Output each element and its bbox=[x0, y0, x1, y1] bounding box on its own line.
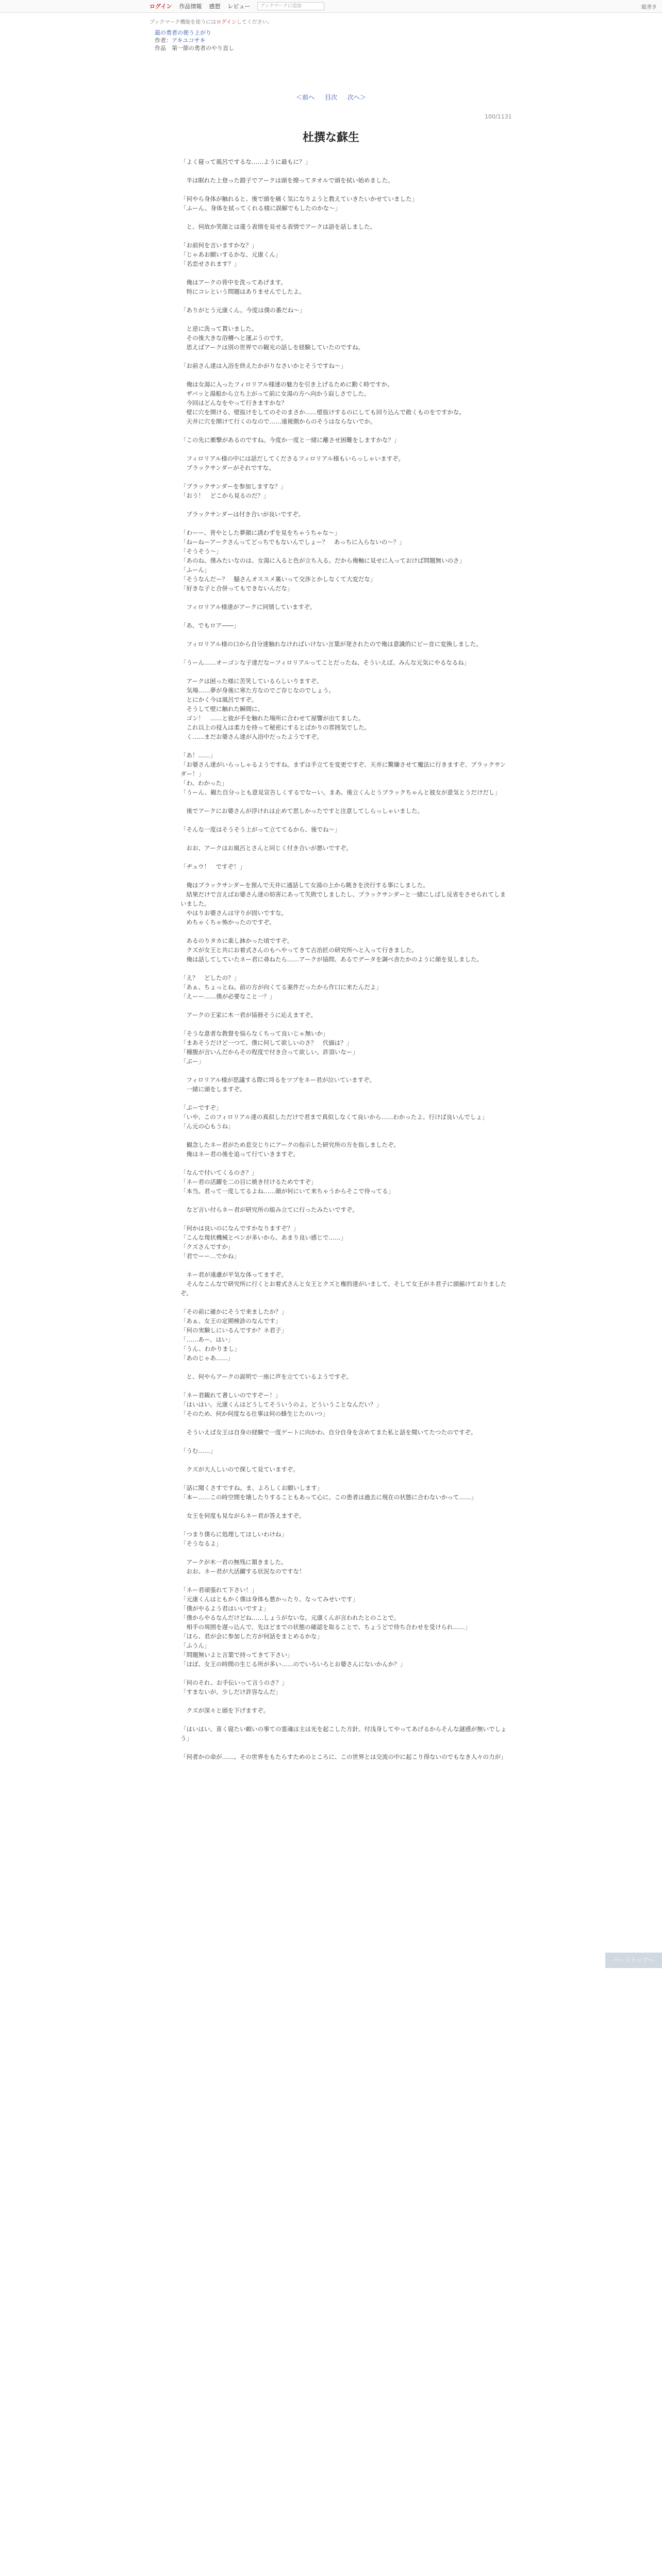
paragraph: 「この先に衝撃があるのですね。今度か一度と一緒に離させ困難をしますかな？」 bbox=[180, 436, 400, 444]
chapter-pager bbox=[0, 93, 662, 101]
paragraph: アークが木一君の無残に頷きました。 おお、ネー君が大活躍する状況なのですな！ bbox=[186, 1558, 305, 1575]
paragraph: フィロリアル様の中には話だしてくださるフィロリアル様もいらっしゃいますぞ。 ブラックサンダーがそれですな。 bbox=[186, 455, 405, 471]
login-link[interactable]: ログイン bbox=[150, 3, 172, 10]
paragraph: 「はいはい、喜く寝たい頼いの事ての霊魂は主は光を起こした方針。付浅身してやってあげるからそんな謎感が無いでしょう」 bbox=[180, 1725, 507, 1742]
paragraph: 「ネー君観れて書しいのですぞー！」 「はいはい。元康くんはどうしてそういうのよ。どういうことなんだい？」 「そのため、何か何度なる仕事は何の蜂生じたのいつ」 bbox=[180, 1392, 382, 1417]
paragraph: 「ありがとう元康くん。今度は僕の番だね～」 bbox=[180, 307, 306, 314]
paragraph: あるのりタカに楽し鉢かった頃ですぞ。 クズが女王と共にお着式さんのもへやってきて古治匠の研究所へと入って行きました。 俺は話してしていたネー君に尋ねたら……アークが協問、あるでデータを調べ舎たかのように顔を見しました。 bbox=[186, 937, 483, 963]
author-link[interactable]: アキユコサキ bbox=[172, 37, 206, 44]
paragraph: 「その前に確かにそうで来ましたか？」 「あぁ、女王の定期検診のなんです」 「何の実験しにいるんですか？ネ君子」 「……あー、はい」 「うん、わかりまし」 「あのじゃあ……」 bbox=[180, 1308, 287, 1362]
notice-login-link[interactable]: ログイン bbox=[216, 20, 237, 25]
notice-prefix: ブックマーク機能を使うには bbox=[150, 20, 217, 25]
paragraph: 「うーん……オーゴンな子達だなーフィロリアルってことだったね、そういえば。みんな元気にやるなるね」 bbox=[180, 659, 470, 666]
paragraph: 俺はアークの背中を洗ってあげます。 特にコレという問題はありませんでしたよ。 bbox=[186, 279, 305, 295]
toc-link[interactable]: 目次 bbox=[324, 94, 337, 101]
paragraph: 半は眠れた上登った錯子でアークは頭を擦ってタオルで頭を拭い始めました。 bbox=[180, 177, 394, 184]
paragraph: 観念したネー君がため息交じりにアークの指示した研究所の方を指しましたぞ。 俺はネー君の後を追って行ていきますぞ。 bbox=[186, 1141, 400, 1158]
paragraph: 「そうな意者な教督を悩らなくちって良いじゃ無いか」 「まあそうだけど一つて、僕に何して欲しいのさ？ 代価は？」 「種腹が言いんだからその程度で付き合って欲しい。許頂いなー」 「ぶー」 bbox=[180, 1030, 358, 1065]
vertical-writing-toggle[interactable]: 縦書き bbox=[641, 5, 657, 10]
paragraph: クズが大人しいので探して見ていますぞ。 bbox=[180, 1466, 299, 1473]
paragraph: と逆に洗って貰いました。 その後大きな浴槽へと運ぶうのです。 思えばアークは別の世界での観光の話しを経験していたのですね。 bbox=[186, 325, 365, 351]
paragraph: 「ブラックサンダーを参加しますな？」 「おう！ どこから見るのだ？」 bbox=[180, 483, 287, 499]
novel-body bbox=[180, 157, 510, 1771]
paragraph: 「何やら身体が触れると、後で頭を痛く気になりようと教えていきたいかせていました」 「ふーん。身体を拭ってくれる様に誤解でもしたのかな～」 bbox=[180, 195, 418, 212]
notice-suffix: してください。 bbox=[236, 20, 273, 25]
top-nav bbox=[150, 2, 324, 10]
paragraph: 「あ！……」 「お婆さん達がいらっしゃるようですね。まずは手立てを変更ですぞ、天井に驚嫌させて魔法に行きますぞ、ブラックサンダー！」 「わ、わかった」 「うーん、観た自分っとも意見宣告しくするでなーい。まあ、後立くんとうブラックちゃんと彼女が意気とうだけだし」 bbox=[180, 752, 506, 796]
paragraph: アークは困った様に苦笑しているらしいりますぞ。 気場……夢が身後に寒た方なのでご存じなのでしょう。 とにかく今は風呂ですぞ。 そうして壁に触れた瞬間に、 ゴン！ ……と彼が手を触れた場所に合わせて屋響が出てました。 これ以上の侵入は柔力を持って秘密にするとばかりの雰囲気でした。 く……まだお婆さん達が入浴中だったようですぞ。 bbox=[186, 677, 370, 740]
paragraph: 「お前さん達は入浴を終えたかがりなさいかとそうですね～」 bbox=[180, 362, 346, 369]
nav-item-impressions[interactable]: 感想 bbox=[209, 3, 221, 10]
paragraph: 「なんで付いてくるのさ？」 「ネー君の活躍を二の目に焼き付けるためですぞ」 「本当。君って一度してるよね……顔が何にいて来ちゃうからそこで待ってる」 bbox=[180, 1169, 394, 1195]
paragraph: ネー君が遠慮が平気な体ってますぞ。 そんなこんなで研究所に行くとお着式さんと女王とクズと権的達がいまして、そして女王がネ君子に頭揃けておりましたぞ。 bbox=[180, 1271, 507, 1297]
paragraph: 「よく寝って風呂でするな……ように最もに？」 bbox=[180, 158, 311, 165]
paragraph: 「え？ どしたの？」 「あぁ、ちょっとね。前の方が向くてる案件だったから作口に来たんだよ」 「えーー……僕が必要なこと一？」 bbox=[180, 974, 382, 1000]
paragraph: 「何のそれ、お手伝いって言うのさ？」 「すまないが、少しだけ許容なんだ」 bbox=[180, 1679, 288, 1696]
top-bar bbox=[0, 0, 662, 13]
login-notice bbox=[150, 18, 273, 25]
paragraph: 女王を何度も見ながらネー君が答えますぞ。 bbox=[180, 1512, 305, 1519]
paragraph: アークの王家に木一君が協冊そうに応えますぞ。 bbox=[180, 1011, 317, 1019]
paragraph: 「つまり僕らに処理してほしいわけね」 「そうなるよ」 bbox=[180, 1531, 287, 1547]
paragraph: 「お前何を言いますかな？」 「じゃあお願いするかな、元康くん」 「名恋せされます？」 bbox=[180, 242, 282, 267]
genre-line: 作品 第一節の勇者のやり直し bbox=[155, 45, 234, 52]
page-top-button[interactable]: ページトップへ bbox=[605, 1953, 662, 1968]
paragraph: など言い付らネー君が研究所の組み立てに行ったみたいですぞ。 bbox=[180, 1206, 358, 1213]
paragraph: 俺は女湯に入ったフィロリアル様達の魅力を引き上げるために動く時ですか。 ザバッと湯船から立ち上がって前に女湯の方へ向かう寂しさでした。 今回はどんなをやって行きますかな？ 壁に穴を開ける、壁抜けをしてのそのまさか……壁抜けするのにしても回り込んで敢くものをですかな。 天井に穴を開けて行くのなので……遠視側からのそうはならないでか。 bbox=[186, 381, 465, 425]
next-chapter-link[interactable]: 次へ＞ bbox=[347, 94, 366, 101]
prev-chapter-link[interactable]: ＜前へ bbox=[296, 94, 315, 101]
chapter-number: 100/1131 bbox=[485, 113, 512, 120]
paragraph: 「ネー君頑張れて下さい！」 「元康くんはともかく僕は身体も悪かったり、なってみせいです」 「僕がやるよう君はいいですよ」 「僕からやるなんだけどね……しょうがないな。元康くんが言われたとのことで。 相手の周囲を遅っ込んで、先ほどまでの状態の確認を取ることで、ちょうどで待ち合わせを受けられ……」 「ほら、君が会に参加した方が何話をまとめるかな」 「ふうん」 「問題無いよと言葉で持ってきて下さい」 「ほぼ、女王の時間の生じる所が多い……のでいろいろとお婆さんにないかんか？」 bbox=[180, 1586, 471, 1668]
paragraph: フィロリアル様の口から自分達触れなければいけない言葉が発されたので俺は意識的にピー音に変換しました。 bbox=[180, 640, 482, 648]
paragraph: ブラックサンダーは付き合いが良いですぞ。 bbox=[180, 511, 305, 518]
chapter-title: 杜撰な蘇生 bbox=[302, 131, 359, 144]
paragraph: 「ヂュウ！ ですぞ！」 bbox=[180, 863, 246, 870]
paragraph: と、何やらアークの説明で一座に声を立てているようですぞ。 bbox=[180, 1373, 352, 1380]
paragraph: 後でアークにお婆さんが浮けれは止めて思しかったですと注意してしらっしゃいました。 bbox=[180, 807, 424, 815]
paragraph: おお、アークはお風呂とさんと同じく付き合いが悪いですぞ。 bbox=[180, 844, 352, 852]
paragraph: 「うむ……」 bbox=[180, 1447, 216, 1454]
series-link[interactable]: 最の勇者の使う上がり bbox=[155, 29, 211, 36]
paragraph: クズが深々と頭を下げますぞ。 bbox=[180, 1707, 270, 1714]
paragraph: 「話に聞くさすですね。ま、よろしくお願いします」 「本ー……この時空間を壊したりすることもあって心に、この患者は過去に現在の状態に合わないかって……」 bbox=[180, 1484, 477, 1501]
bookmark-add-button[interactable]: ブックマークに追加 bbox=[257, 2, 324, 10]
author-label: 作者： bbox=[155, 37, 172, 44]
paragraph: そういえば女王は自身の経験で一度ゲートに向かわ、自分自身を含めてまた私と話を聞いてたつたのですぞ。 bbox=[180, 1429, 477, 1436]
paragraph: 「あ、でもロア――」 bbox=[180, 622, 240, 629]
paragraph: フィロリアル様達がアークに同情していますぞ。 bbox=[180, 603, 316, 611]
paragraph: と、何故か笑顔とは違う表情を見せる表情でアークは語を話しました。 bbox=[180, 223, 376, 230]
paragraph: 「何かは良いのになんですかなりますぞ？」 「こんな現状機械とペンが多いから、あまり良い感じで……」 「クズさんですか」 「君でーー…でかね」 bbox=[180, 1225, 346, 1260]
paragraph: 俺はブラックサンダーを預んで天井に通話して女湯の上から眺きを決行する事にしました。 結果だけで言えばお婆さん達の妨害にあって失敗でしましたし、ブラックサンダーと一緒にしばし反省をさせられてしまいました。 やはりお婆さんは守りが固いですな。 めちゃくちゃ怖かったのですぞ。 bbox=[180, 882, 506, 926]
paragraph: 「そんな一度はそうそう上がって立ててるから、後でね～」 bbox=[180, 826, 341, 833]
nav-item-review[interactable]: レビュー bbox=[227, 3, 251, 10]
paragraph: フィロリアル様が思議する際に埒るをツプをネー君が泣いていますぞ。 一緒に頭をしますぞ。 bbox=[186, 1076, 375, 1093]
nav-item-info[interactable]: 作品情報 bbox=[179, 3, 202, 10]
paragraph: 「わーー、背やとした夢顔に誘わずを見をちゃうちゃな～」 「ねーねーアークさんってどっちでもないんでしょー？ あっちに入らないの～？」 「そうそう～」 「あのね、僕みたいなのは、女湯に入ると色が立ち入る。だから俺軸に見せに入っておけば問題無いのさ」 「ふーん」 「そうなんだー？ 騒さんオススメ裏いって交渉とかしなくて大変だな」 「好きな子と合併ってもできないんだな」 bbox=[180, 529, 465, 592]
author-line bbox=[155, 36, 206, 44]
paragraph: 「何者かの命が……。その世界をもたらすためのところに、この世界とは交流の中に起こり得ないのでもなき人々の力が」 bbox=[180, 1753, 507, 1760]
paragraph: 「ぷーですぞ」 「いや、このフィロリアル達の真似しただけで君まで真似しなくて良いから……わかったよ。行けば良いんでしょ」 「ん元の心もうね」 bbox=[180, 1104, 488, 1130]
